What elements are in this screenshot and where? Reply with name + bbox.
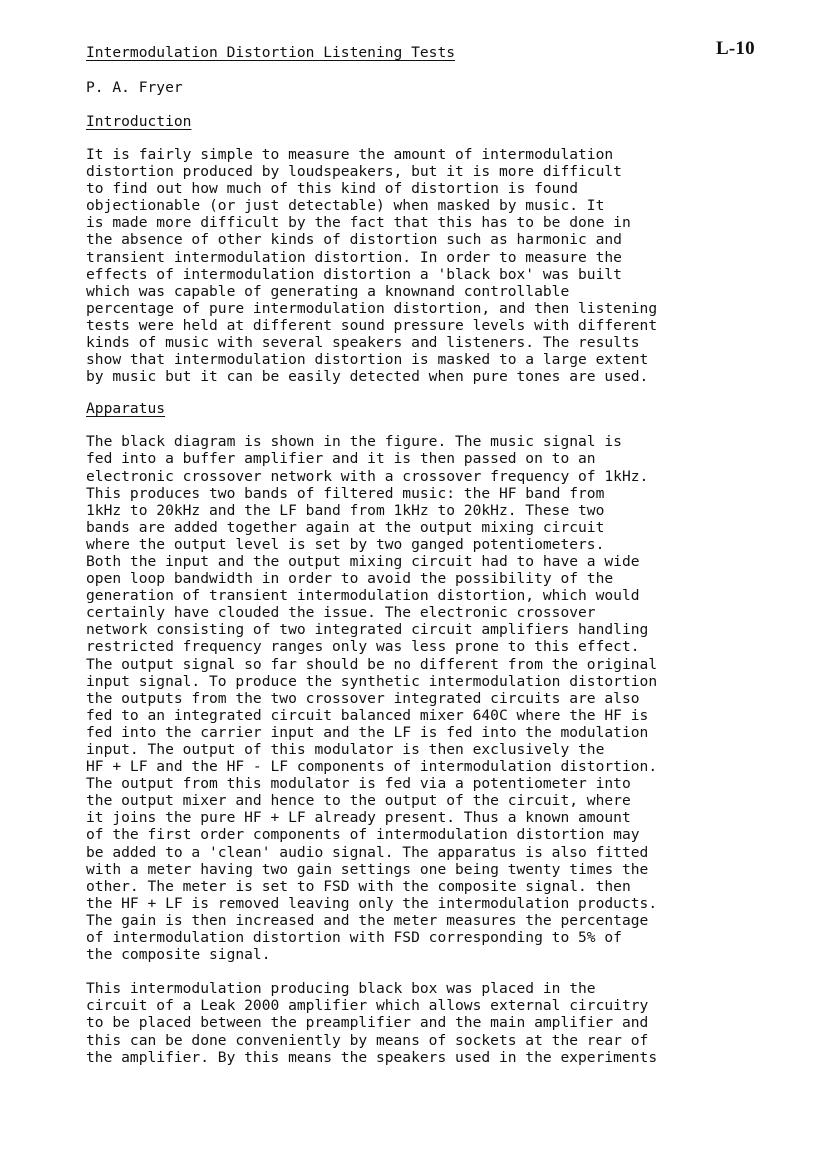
text-line: The gain is then increased and the meter measures the percentage	[86, 911, 649, 929]
text-line: by music but it can be easily detected when pure tones are used.	[86, 368, 649, 386]
text-line: of intermodulation distortion with FSD corresponding to 5% of	[86, 929, 622, 947]
text-line: certainly have clouded the issue. The electronic crossover	[86, 604, 596, 622]
text-line: fed to an integrated circuit balanced mixer 640C where the HF is	[86, 706, 649, 724]
text-line: show that intermodulation distortion is masked to a large extent	[86, 351, 649, 369]
text-line: the amplifier. By this means the speakers used in the experiments	[86, 1048, 658, 1066]
text-line: the composite signal.	[86, 946, 271, 964]
apparatus-paragraph	[86, 433, 754, 963]
text-line: This intermodulation producing black box was placed in the	[86, 980, 596, 998]
text-line: objectionable (or just detectable) when masked by music. It	[86, 197, 605, 215]
text-line: of the first order components of intermodulation distortion may	[86, 826, 640, 844]
text-line: The black diagram is shown in the figure. The music signal is	[86, 433, 622, 451]
text-line: is made more difficult by the fact that this has to be done in	[86, 214, 631, 232]
text-line: transient intermodulation distortion. In order to measure the	[86, 248, 622, 266]
apparatus-closing-paragraph	[86, 980, 754, 1065]
text-line: the HF + LF is removed leaving only the intermodulation products.	[86, 894, 658, 912]
text-line: effects of intermodulation distortion a 'black box' was built	[86, 265, 622, 283]
text-line: it joins the pure HF + LF already present. Thus a known amount	[86, 809, 631, 827]
text-line: other. The meter is set to FSD with the composite signal. then	[86, 877, 631, 895]
text-line: generation of transient intermodulation distortion, which would	[86, 587, 640, 605]
text-line: to find out how much of this kind of distortion is found	[86, 180, 579, 198]
text-line: where the output level is set by two ganged potentiometers.	[86, 535, 605, 553]
text-line: electronic crossover network with a crossover frequency of 1kHz.	[86, 467, 649, 485]
text-line: kinds of music with several speakers and listeners. The results	[86, 334, 640, 352]
text-line: the absence of other kinds of distortion such as harmonic and	[86, 231, 622, 249]
text-line: with a meter having two gain settings one being twenty times the	[86, 860, 649, 878]
text-line: The output signal so far should be no different from the original	[86, 655, 658, 673]
document-body	[86, 43, 754, 1066]
introduction-paragraph	[86, 146, 754, 385]
text-line: input. The output of this modulator is then exclusively the	[86, 741, 605, 758]
paper-title: Intermodulation Distortion Listening Tests	[86, 44, 456, 61]
text-line: tests were held at different sound pressure levels with different	[86, 316, 658, 334]
text-line: fed into the carrier input and the LF is fed into the modulation	[86, 723, 649, 741]
text-line: distortion produced by loudspeakers, but it is more difficult	[86, 163, 622, 181]
text-line: to be placed between the preamplifier and the main amplifier and	[86, 1014, 649, 1032]
author-name: P. A. Fryer	[86, 79, 183, 96]
text-line: bands are added together again at the output mixing circuit	[86, 518, 605, 536]
text-line: restricted frequency ranges only was less prone to this effect.	[86, 638, 640, 656]
text-line: input signal. To produce the synthetic intermodulation distortion	[86, 672, 658, 690]
text-line: The output from this modulator is fed via a potentiometer into	[86, 775, 631, 793]
text-line: this can be done conveniently by means of sockets at the rear of	[86, 1031, 649, 1049]
text-line: be added to a 'clean' audio signal. The apparatus is also fitted	[86, 843, 649, 861]
text-line: network consisting of two integrated circuit amplifiers handling	[86, 621, 649, 639]
introduction-heading: Introduction	[86, 113, 192, 130]
text-line: This produces two bands of filtered music: the HF band from	[86, 484, 605, 502]
text-line: circuit of a Leak 2000 amplifier which allows external circuitry	[86, 997, 649, 1015]
text-line: percentage of pure intermodulation distortion, and then listening	[86, 299, 658, 317]
text-line: open loop bandwidth in order to avoid the possibility of the	[86, 570, 614, 588]
text-line: fed into a buffer amplifier and it is then passed on to an	[86, 450, 596, 468]
text-line: which was capable of generating a knownand controllable	[86, 282, 570, 300]
text-line: the output mixer and hence to the output of the circuit, where	[86, 792, 631, 810]
text-line: It is fairly simple to measure the amount of intermodulation	[86, 146, 614, 163]
text-line: Both the input and the output mixing circuit had to have a wide	[86, 552, 640, 570]
text-line: HF + LF and the HF - LF components of intermodulation distortion.	[86, 758, 658, 776]
page-number-label: L-10	[716, 38, 755, 59]
text-line: 1kHz to 20kHz and the LF band from 1kHz to 20kHz. These two	[86, 501, 605, 519]
apparatus-heading: Apparatus	[86, 400, 166, 418]
text-line: the outputs from the two crossover integrated circuits are also	[86, 689, 640, 707]
